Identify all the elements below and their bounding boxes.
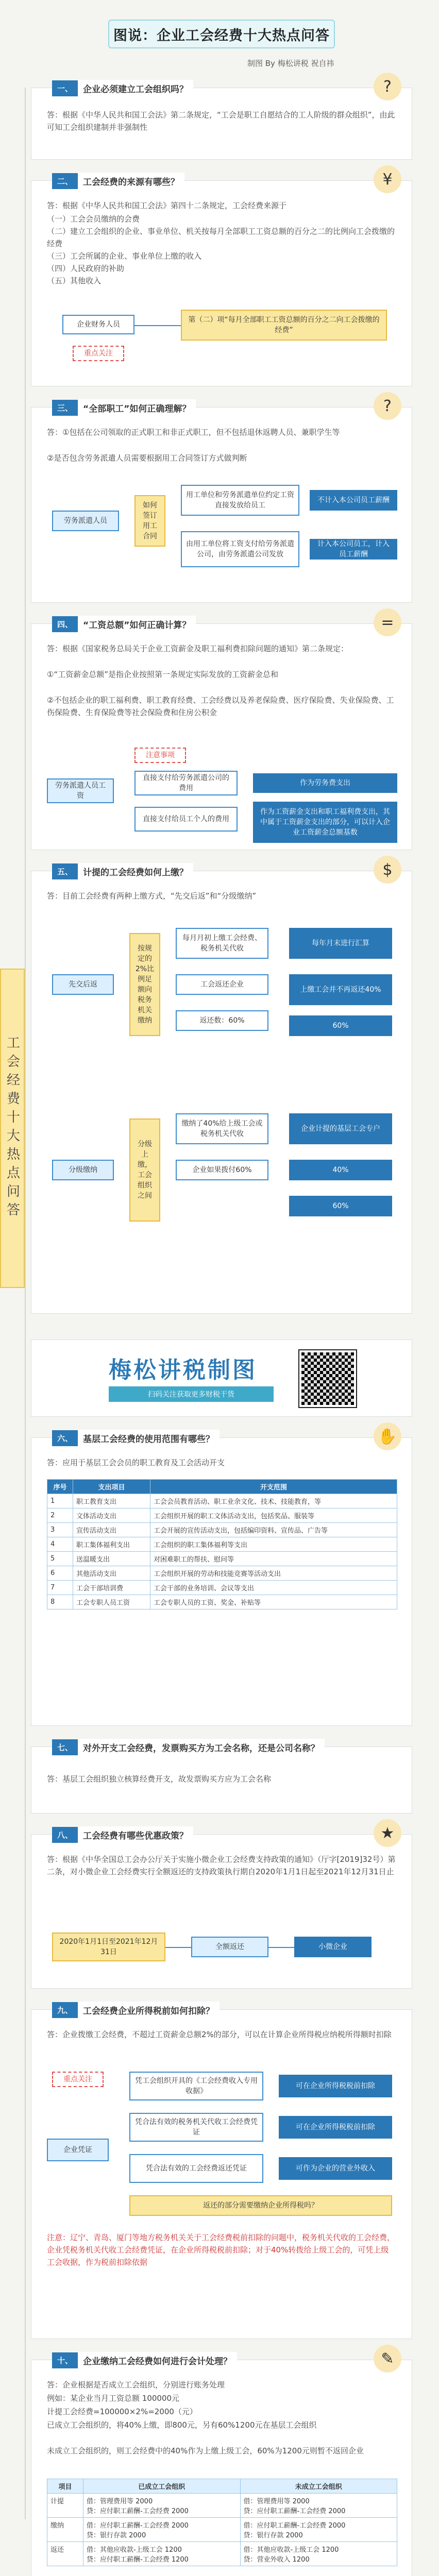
section-9-notice: 注意：辽宁、青岛、厦门等地方税务机关关于工会经费税前扣除的问题中，税务机关代收的工会经费，企业凭税务机关代收工会经费凭证，在企业所得税税前扣除；对于40%转拨给上级工会的，可凭上级工会收据，作为税前扣除依据 [47,2233,395,2267]
table-row [47,1552,397,1566]
contract-type-box: 如何签订用工合同 [134,495,165,547]
table-cell: 借：应付职工薪酬-工会经费 2000 贷：银行存款 2000 [83,2518,241,2542]
table-row [47,1494,397,1509]
table-row [47,1523,397,1537]
flow-arrow [268,1947,294,1948]
voucher-type-1: 凭工会组织开具的《工会经费收入专用收据》 [129,2072,263,2100]
table-cell: 借：管理费用等 2000 贷：应付职工薪酬-工会经费 2000 [240,2494,397,2518]
table-header: 未成立工会组织 [240,2479,397,2494]
table-cell: 工会干部的业务培训、会议等支出 [150,1581,397,1595]
section-2 [31,170,412,386]
table-row [47,2494,397,2518]
author-credit: 制图 By 梅松讲税 祝自祎 [247,59,334,68]
section-6-number: 六、 [52,1430,78,1446]
section-7 [31,1742,412,1814]
mode-a-label: 先交后返 [52,974,114,995]
table-cell: 借：其他应收款-上级工会 1200 贷：应付职工薪酬-工会经费 1200 [83,2542,241,2566]
section-7-number: 七、 [52,1739,78,1755]
section-2-list [47,213,396,287]
section-7-title: 对外开支工会经费，发票购买方为工会名称，还是公司名称？ [78,1739,325,1756]
section-6 [31,1427,412,1726]
accounting-table [47,2479,397,2566]
table-header: 已成立工会组织 [83,2479,241,2494]
usage-table [47,1479,397,1609]
section-4-number: 四、 [52,616,78,632]
list-item: （三）工会所属的企业、事业单位上缴的收入 [47,251,202,261]
section-7-text: 答：基层工会组织独立核算经费开支，故发票购买方应为工会名称 [47,1774,272,1784]
table-cell: 工会专职人员的工资、奖金、补贴等 [150,1595,397,1609]
payment-option-2: 直接支付给员工个人的费用 [134,807,238,832]
table-row [47,1509,397,1523]
flow-arrow [134,325,181,326]
section-9-title: 工会经费企业所得税前如何扣除？ [78,2002,220,2019]
table-header: 项目 [47,2479,83,2494]
list-item: （五）其他收入 [47,276,102,285]
section-1-text: 答：根据《中华人民共和国工会法》第二条规定，“工会是职工自愿结合的工人阶级的群众组织”，由此可知工会组织建制并非强制性 [47,110,395,132]
section-3-text-2: ②是否包含劳务派遣人员需要根据用工合同签订方式做判断 [47,453,247,463]
section-6-header [31,1430,220,1446]
table-cell: 8 [47,1595,73,1609]
calculator-icon: = [374,608,401,636]
table-cell: 送温暖支出 [73,1552,150,1566]
mode-a-step-2: 工会返还企业 [176,974,268,995]
section-10-text-5: 未成立工会组织的，则工会经费中的40%作为上缴上级工会，60%为1200元则暂不返回企业 [47,2446,364,2455]
coins-icon: ¥ [374,165,401,193]
section-5-number: 五、 [52,863,78,879]
small-business-box: 小微企业 [294,1937,372,1957]
flow-arrow [165,1947,191,1948]
side-banner [0,969,25,1288]
table-row [47,1581,397,1595]
section-2-header [31,173,184,189]
dispatched-staff-box: 劳务派遣人员 [52,511,119,531]
section-10 [31,2349,412,2576]
timeline-spine [25,88,26,2519]
table-header-row [47,2479,397,2494]
table-cell: 3 [47,1523,73,1537]
table-cell: 5 [47,1552,73,1566]
section-9-text: 答：企业拨缴工会经费，不超过工资薪金总额2%的部分，可以在计算企业所得税应纳税所得额时扣除 [47,2030,392,2039]
focus-tag: 重点关注 [52,2072,104,2087]
table-header: 支出项目 [73,1480,150,1494]
mode-a-result-1: 每年月末进行汇算 [289,928,392,959]
table-cell: 宣传活动支出 [73,1523,150,1537]
table-cell: 计提 [47,2494,83,2518]
mode-a-step-3: 返还数：60% [176,1010,268,1031]
table-header: 序号 [47,1480,73,1494]
section-4-text-2: ①“工资薪金总额”是指企业按照第一条规定实际发放的工资薪金总和 [47,670,278,679]
section-8-number: 八、 [52,1827,78,1843]
page-title: 图说：企业工会经费十大热点问答 [113,27,330,44]
list-item: （四）人民政府的补助 [47,264,125,273]
table-row [47,1566,397,1581]
table-cell: 工会组织开展的职工文体活动支出，包括奖品、服装等 [150,1509,397,1523]
mode-b-label: 分级缴纳 [52,1160,114,1180]
section-4-text: 答：根据《国家税务总局关于企业工资薪金及职工福利费扣除问题的通知》第二条规定： [47,644,349,653]
mode-a-step-1: 每月月初上缴工会经费、税务机关代收 [176,928,268,959]
section-1 [31,77,412,160]
list-item: （一）工会会员缴纳的会费 [47,214,140,224]
section-10-text: 答：企业根据是否成立工会组织，分别进行账务处理 [47,2380,225,2389]
table-cell: 其他活动支出 [73,1566,150,1581]
table-cell: 工会专职人员工资 [73,1595,150,1609]
table-cell: 返还 [47,2542,83,2566]
section-2-number: 二、 [52,173,78,189]
contract-option-1: 用工单位和劳务派遣单位约定工资直接发放给员工 [181,485,299,516]
section-5-text: 答：目前工会经费有两种上缴方式，“先交后返”和“分级缴纳” [47,891,257,901]
mode-a-result-3: 60% [289,1015,392,1036]
section-3-title: “全部职工”如何正确理解？ [78,399,196,416]
page-title-box [108,20,335,48]
section-4 [31,613,412,850]
promo-brand: 梅松讲税制图 [109,1357,257,1383]
table-cell: 对困难职工的帮扶、慰问等 [150,1552,397,1566]
table-cell: 工会组织的职工集体福利等支出 [150,1537,397,1552]
gift-icon: ★ [374,1819,401,1847]
table-cell: 借：应付职工薪酬-工会经费 2000 贷：银行存款 2000 [240,2518,397,2542]
hand-icon: ✋ [374,1422,401,1450]
section-5-header [31,863,193,879]
table-cell: 工会会员教育活动、职工业余文化、技术、技能教育，等 [150,1494,397,1509]
mode-a-mid: 按规定的2%比例足额向税务机关缴纳 [129,933,160,1036]
thinking-icon: ? [374,392,401,420]
qr-code-icon[interactable] [299,1350,356,1407]
section-3-number: 三、 [52,400,78,416]
table-cell: 文体活动支出 [73,1509,150,1523]
money-bag-icon: $ [374,856,401,884]
policy-period-box: 2020年1月1日至2021年12月31日 [52,1933,165,1961]
section-5 [31,860,412,1314]
section-6-title: 基层工会经费的使用范围有哪些？ [78,1430,220,1447]
dispatch-wage-box: 劳务派遣人员工资 [47,778,114,803]
section-10-text-2: 例如：某企业当月工资总额 100000元 [47,2394,180,2403]
mode-a-result-2: 上缴工会并不再返还40% [289,974,392,1005]
table-cell: 职工集体福利支出 [73,1537,150,1552]
focus-tag: 重点关注 [73,346,124,361]
table-cell: 借：其他应收款-上级工会 1200 贷：营业外收入 1200 [240,2542,397,2566]
table-row [47,2542,397,2566]
table-cell: 缴纳 [47,2518,83,2542]
promo-subtitle: 扫码关注获取更多财税干货 [109,1386,274,1402]
section-7-header [31,1739,325,1755]
payment-result-1: 作为劳务费支出 [253,773,397,793]
section-4-text-3: ②不包括企业的职工福利费、职工教育经费、工会经费以及养老保险费、医疗保险费、失业保险费、工伤保险费、生育保险费等社会保险费和住房公积金 [47,696,394,717]
section-6-text: 答：应用于基层工会会员的职工教育及工会活动开支 [47,1458,225,1467]
section-5-title: 计提的工会经费如何上缴？ [78,863,193,880]
payment-result-2: 作为工资薪金支出和职工福利费支出，其中属于工资薪金支出的部分，可以计入企业工资薪金总额基数 [253,802,397,843]
list-item: （二）建立工会组织的企业、事业单位、机关按每月全部职工工资总额的百分之二的比例向工会拨缴的经费 [47,227,395,248]
mode-b-result-1: 企业计提的基层工会专户 [289,1113,392,1144]
section-8 [31,1824,412,1989]
section-8-text: 答：根据《中华全国总工会办公厅关于实施小微企业工会经费支持政策的通知》（厅字[2019]32号）第二条，对小微企业工会经费实行全额返还的支持政策执行期自2020年1月1日起至2021年12月31日止 [47,1855,396,1876]
voucher-type-2: 凭合法有效的税务机关代收工会经费凭证 [129,2113,263,2142]
voucher-type-3: 凭合法有效的工会经费返还凭证 [129,2154,263,2183]
table-cell: 6 [47,1566,73,1581]
section-10-text-3: 计提工会经费=100000×2%=2000（元） [47,2407,197,2416]
section-4-header [31,616,196,632]
table-header-row [47,1480,397,1494]
table-cell: 工会组织开展的劳动和技能竞赛等活动支出 [150,1566,397,1581]
table-cell: 2 [47,1509,73,1523]
full-refund-box: 全额返还 [191,1937,268,1957]
table-cell: 职工教育支出 [73,1494,150,1509]
voucher-result-1: 可在企业所得税税前扣除 [279,2075,392,2097]
ledger-icon: ✎ [374,2345,401,2372]
mode-b-result-3: 60% [289,1196,392,1216]
side-banner-text: 工会经费十大热点问答 [4,1036,20,1221]
section-9 [31,2005,412,2339]
voucher-result-2: 可在企业所得税税前扣除 [279,2116,392,2139]
question-icon: ? [374,73,401,100]
table-cell: 7 [47,1581,73,1595]
mode-b-step-1: 缴纳了40%给上级工会或税务机关代收 [176,1113,268,1144]
section-8-header [31,1826,193,1843]
table-cell: 4 [47,1537,73,1552]
section-10-title: 企业缴纳工会经费如何进行会计处理？ [78,2352,237,2369]
table-row [47,1537,397,1552]
contract-option-2: 由用工单位将工资支付给劳务派遣公司，由劳务派遣公司发放 [181,531,299,567]
section-10-number: 十、 [52,2352,78,2368]
section-3-header [31,399,196,416]
section-3 [31,397,412,603]
table-row [47,2518,397,2542]
result-1: 不计入本公司员工薪酬 [310,490,397,511]
table-cell: 借：管理费用等 2000 贷：应付职工薪酬-工会经费 2000 [83,2494,241,2518]
table-header: 开支范围 [150,1480,397,1494]
promo-banner [31,1340,412,1417]
section-1-number: 一、 [52,80,78,96]
section-2-text: 答：根据《中华人民共和国工会法》第四十二条规定，工会经费来源于 [47,201,287,210]
key-source-box: 第（二）项“每月全部职工工资总额的百分之二向工会拨缴的经费” [181,310,387,341]
voucher-result-3: 可作为企业的营业外收入 [279,2157,392,2180]
voucher-box: 企业凭证 [47,2139,109,2161]
section-1-title: 企业必须建立工会组织吗？ [78,80,193,97]
refund-question: 返还的部分需要缴纳企业所得税吗？ [129,2195,392,2216]
mode-b-step-2: 企业如果拨付60% [176,1160,268,1180]
section-2-title: 工会经费的来源有哪些？ [78,173,184,190]
section-9-header [31,2002,220,2018]
table-cell: 1 [47,1494,73,1509]
section-3-text: 答：①包括在公司领取的正式职工和非正式职工，但不包括退休返聘人员、兼职学生等 [47,428,340,437]
section-9-number: 九、 [52,2002,78,2018]
result-2: 计入本公司员工，计入员工薪酬 [310,539,397,560]
payment-option-1: 直接支付给劳务派遣公司的费用 [134,771,238,795]
section-1-header [31,80,193,96]
table-row [47,1595,397,1609]
section-4-title: “工资总额”如何正确计算？ [78,616,196,633]
table-cell: 工会开展的宣传活动支出，包括编印资料、宣传品、广告等 [150,1523,397,1537]
section-10-header [31,2352,237,2368]
section-8-title: 工会经费有哪些优惠政策？ [78,1826,193,1843]
table-cell: 工会干部培训费 [73,1581,150,1595]
mode-b-result-2: 40% [289,1160,392,1180]
finance-staff-box: 企业财务人员 [62,315,134,334]
section-10-text-4: 已成立工会组织的，将40%上缴，即800元，另有60%1200元在基层工会组织 [47,2420,317,2430]
notice-tag: 注意事项 [134,748,186,763]
mode-b-mid: 分级上缴，工会组织之间 [129,1118,160,1222]
